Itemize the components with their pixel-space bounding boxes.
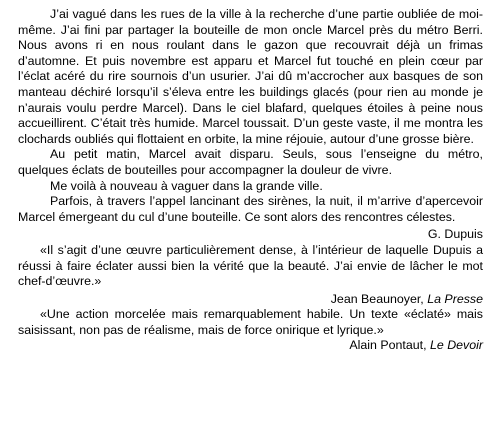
review-attribution-1	[18, 292, 483, 308]
review-quote-1: «Il s’agit d’une œuvre particulièrement dense, à l’intérieur de laquelle Dupuis a réussi à faire éclater aussi bien la vérité que la beauté. J’ai envie de lâcher le mot chef-d’œuvre.»	[18, 242, 483, 289]
body-paragraph-3: Me voilà à nouveau à vaguer dans la grande ville.	[50, 178, 323, 193]
review-quote-2: «Une action morcelée mais remarquablement habile. Un texte «éclaté» mais saisissant, non pas de réalisme, mais de force onirique et lyrique.»	[18, 307, 483, 337]
publication-name: La Presse	[427, 291, 483, 306]
reviewer-name: Alain Pontaut,	[349, 338, 427, 353]
body-paragraph-2: Au petit matin, Marcel avait disparu. Seuls, sous l’enseigne du métro, quelques éclats de bouteilles pour accompagner la douleur de vivre.	[18, 147, 483, 177]
review-attribution-2	[18, 338, 483, 354]
body-paragraph-1: J’ai vagué dans les rues de la ville à la recherche d’une partie oubliée de moi-même. J’ai fini par partager la bouteille de mon oncle Marcel près du métro Berri. Nous avons ri en nous roulant dans le gazon que recouvrait déjà un frimas d’automne. Et puis novembre est apparu et Marcel fut touché en plein cœur par l’éclat acéré du rire sournois d’un usurier. J’ai dû m’accrocher aux basques de son manteau déchiré lorsqu’il s’éleva entre les buildings glacés (pour rien au monde je n’aurais voulu perdre Marcel). Dans le ciel blafard, quelques étoiles à peine nous accueillirent. C’était très humide. Marcel toussait. D’un geste vaste, il me montra les clochards oubliés qui flottaient en orbite, la mine réjouie, autour d’une grosse bière.	[18, 7, 483, 146]
body-paragraph-4: Parfois, à travers l’appel lancinant des sirènes, la nuit, il m’arrive d’apercevoir Marcel émergeant du cul d’une bouteille. Ce sont alors des rencontres célestes.	[18, 194, 483, 224]
author-signature: G. Dupuis	[427, 227, 483, 242]
publication-name: Le Devoir	[429, 338, 483, 353]
reviewer-name: Jean Beaunoyer,	[330, 291, 424, 306]
